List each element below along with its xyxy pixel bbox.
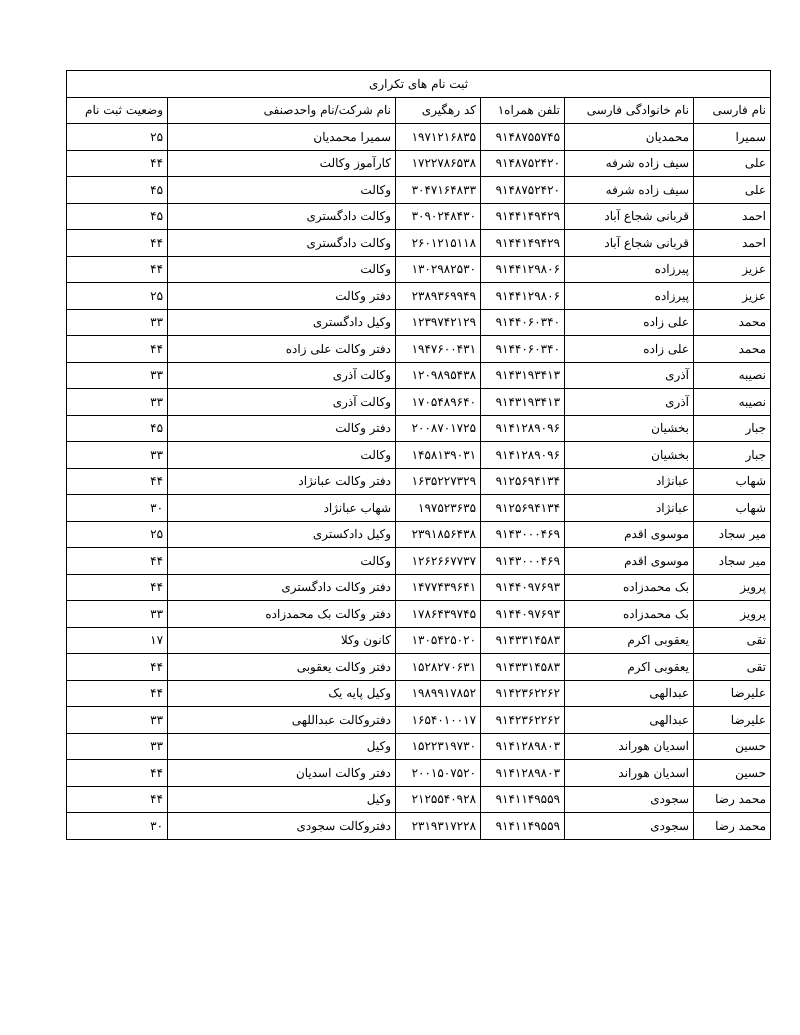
cell-last-name: علی زاده [565,309,694,336]
cell-first-name: محمد [694,336,771,363]
cell-mobile: ۹۱۴۱۲۸۹۸۰۳ [481,760,565,787]
table-row [67,415,771,442]
cell-tracking-code: ۲۰۰۸۷۰۱۷۲۵ [396,415,481,442]
cell-company: کانون وکلا [168,627,396,654]
cell-mobile: ۹۱۴۱۱۴۹۵۵۹ [481,813,565,840]
header-company: نام شرکت/نام واحدصنفی [168,97,396,124]
header-status: وضعیت ثبت نام [67,97,168,124]
cell-tracking-code: ۱۶۳۵۲۲۷۳۲۹ [396,468,481,495]
cell-last-name: محمدیان [565,124,694,151]
cell-tracking-code: ۱۶۵۴۰۱۰۰۱۷ [396,707,481,734]
cell-tracking-code: ۱۷۰۵۴۸۹۶۴۰ [396,389,481,416]
cell-tracking-code: ۱۴۵۸۱۳۹۰۳۱ [396,442,481,469]
cell-status: ۴۴ [67,760,168,787]
cell-tracking-code: ۳۰۹۰۲۴۸۴۳۰ [396,203,481,230]
cell-mobile: ۹۱۴۴۰۶۰۳۴۰ [481,336,565,363]
cell-first-name: تقی [694,627,771,654]
cell-status: ۴۴ [67,654,168,681]
table-row [67,150,771,177]
cell-company: دفتر وکالت عبانژاد [168,468,396,495]
cell-first-name: جبار [694,415,771,442]
cell-tracking-code: ۱۲۶۲۶۶۷۷۳۷ [396,548,481,575]
cell-status: ۴۵ [67,177,168,204]
cell-last-name: بک محمدزاده [565,601,694,628]
duplicate-registrations-table [66,70,771,840]
cell-mobile: ۹۱۴۳۱۹۳۴۱۳ [481,389,565,416]
table-row [67,442,771,469]
cell-last-name: عبدالهی [565,707,694,734]
table-row [67,760,771,787]
cell-status: ۳۳ [67,733,168,760]
cell-status: ۴۵ [67,203,168,230]
cell-last-name: یعقوبی اکرم [565,627,694,654]
cell-tracking-code: ۱۷۲۲۷۸۶۵۳۸ [396,150,481,177]
cell-first-name: نصیبه [694,362,771,389]
cell-mobile: ۹۱۴۳۳۱۴۵۸۳ [481,654,565,681]
cell-mobile: ۹۱۲۵۶۹۴۱۳۴ [481,468,565,495]
cell-first-name: نصیبه [694,389,771,416]
cell-last-name: سیف زاده شرفه [565,150,694,177]
cell-mobile: ۹۱۴۴۱۲۹۸۰۶ [481,283,565,310]
table-row [67,574,771,601]
cell-mobile: ۹۱۴۳۳۱۴۵۸۳ [481,627,565,654]
cell-tracking-code: ۱۳۰۲۹۸۲۵۳۰ [396,256,481,283]
table-row [67,256,771,283]
table-row [67,309,771,336]
cell-last-name: سیف زاده شرفه [565,177,694,204]
cell-mobile: ۹۱۴۴۱۲۹۸۰۶ [481,256,565,283]
cell-company: وکیل دادکستری [168,521,396,548]
table-row [67,124,771,151]
cell-first-name: شهاب [694,468,771,495]
cell-status: ۴۴ [67,548,168,575]
cell-first-name: احمد [694,230,771,257]
cell-status: ۳۳ [67,389,168,416]
table-row [67,733,771,760]
cell-last-name: یعقوبی اکرم [565,654,694,681]
table-row [67,336,771,363]
cell-last-name: آذری [565,389,694,416]
table-header-row [67,97,771,124]
cell-last-name: قربانی شجاع آباد [565,230,694,257]
cell-tracking-code: ۳۰۴۷۱۶۴۸۳۳ [396,177,481,204]
cell-status: ۴۴ [67,680,168,707]
cell-status: ۲۵ [67,283,168,310]
table-row [67,468,771,495]
cell-company: وکیل [168,733,396,760]
cell-mobile: ۹۱۴۳۱۹۳۴۱۳ [481,362,565,389]
cell-first-name: علیرضا [694,707,771,734]
cell-last-name: بخشیان [565,442,694,469]
table-title: ثبت نام های تکراری [67,71,771,98]
cell-company: وکالت دادگستری [168,203,396,230]
cell-first-name: علی [694,177,771,204]
cell-company: سمیرا محمدیان [168,124,396,151]
cell-status: ۴۴ [67,786,168,813]
table-row [67,495,771,522]
cell-company: وکالت [168,256,396,283]
cell-mobile: ۹۱۴۸۷۵۲۴۲۰ [481,177,565,204]
cell-last-name: موسوی اقدم [565,521,694,548]
cell-company: وکیل پایه یک [168,680,396,707]
cell-first-name: میر سجاد [694,548,771,575]
cell-status: ۴۴ [67,150,168,177]
cell-company: کارآموز وکالت [168,150,396,177]
header-mobile: تلفن همراه۱ [481,97,565,124]
cell-first-name: عزیز [694,283,771,310]
table-row [67,601,771,628]
cell-mobile: ۹۱۴۱۲۸۹۰۹۶ [481,442,565,469]
cell-tracking-code: ۲۰۰۱۵۰۷۵۲۰ [396,760,481,787]
cell-last-name: عبدالهی [565,680,694,707]
cell-tracking-code: ۲۳۸۹۳۶۹۹۴۹ [396,283,481,310]
table-row [67,707,771,734]
cell-status: ۳۳ [67,442,168,469]
cell-first-name: علی [694,150,771,177]
cell-tracking-code: ۲۱۲۵۵۴۰۹۲۸ [396,786,481,813]
table-row [67,521,771,548]
cell-status: ۳۳ [67,309,168,336]
cell-company: وکالت [168,548,396,575]
table-row [67,548,771,575]
cell-company: وکالت [168,442,396,469]
table-row [67,654,771,681]
cell-status: ۳۰ [67,813,168,840]
cell-tracking-code: ۱۴۷۷۴۳۹۶۴۱ [396,574,481,601]
cell-company: وکیل دادگستری [168,309,396,336]
cell-mobile: ۹۱۴۴۰۹۷۶۹۳ [481,574,565,601]
cell-last-name: عبانژاد [565,468,694,495]
cell-status: ۳۰ [67,495,168,522]
cell-first-name: شهاب [694,495,771,522]
cell-company: دفتر وکالت بک محمدزاده [168,601,396,628]
cell-company: وکیل [168,786,396,813]
cell-last-name: قربانی شجاع آباد [565,203,694,230]
cell-last-name: بخشیان [565,415,694,442]
cell-mobile: ۹۱۴۴۱۴۹۴۲۹ [481,203,565,230]
cell-first-name: حسین [694,760,771,787]
cell-last-name: پیرزاده [565,283,694,310]
cell-status: ۴۴ [67,256,168,283]
cell-last-name: اسدیان هوراند [565,733,694,760]
cell-status: ۳۳ [67,362,168,389]
cell-tracking-code: ۱۹۷۱۲۱۶۸۳۵ [396,124,481,151]
cell-company: دفتروکالت عبداللهی [168,707,396,734]
cell-status: ۴۵ [67,415,168,442]
cell-company: دفتر وکالت اسدیان [168,760,396,787]
cell-last-name: سجودی [565,786,694,813]
table-row [67,203,771,230]
cell-mobile: ۹۱۴۲۳۶۲۲۶۲ [481,707,565,734]
cell-company: دفتر وکالت [168,415,396,442]
cell-last-name: عبانژاد [565,495,694,522]
table-row [67,627,771,654]
cell-last-name: سجودی [565,813,694,840]
table-row [67,283,771,310]
cell-first-name: محمد رضا [694,813,771,840]
cell-last-name: علی زاده [565,336,694,363]
cell-mobile: ۹۱۴۱۲۸۹۸۰۳ [481,733,565,760]
cell-tracking-code: ۱۵۲۸۲۷۰۶۳۱ [396,654,481,681]
cell-mobile: ۹۱۴۴۰۶۰۳۴۰ [481,309,565,336]
cell-first-name: محمد [694,309,771,336]
cell-first-name: محمد رضا [694,786,771,813]
cell-company: وکالت آذری [168,362,396,389]
cell-first-name: عزیز [694,256,771,283]
cell-status: ۴۴ [67,574,168,601]
cell-mobile: ۹۱۴۳۰۰۰۴۶۹ [481,548,565,575]
cell-mobile: ۹۱۲۵۶۹۴۱۳۴ [481,495,565,522]
table-title-row [67,71,771,98]
table-row [67,389,771,416]
table-row [67,786,771,813]
cell-tracking-code: ۱۹۷۵۲۳۶۳۵ [396,495,481,522]
cell-tracking-code: ۲۳۹۱۸۵۶۴۳۸ [396,521,481,548]
cell-first-name: احمد [694,203,771,230]
cell-first-name: میر سجاد [694,521,771,548]
table-row [67,362,771,389]
cell-status: ۲۵ [67,124,168,151]
cell-mobile: ۹۱۴۸۷۵۵۷۴۵ [481,124,565,151]
cell-mobile: ۹۱۴۱۲۸۹۰۹۶ [481,415,565,442]
cell-tracking-code: ۲۶۰۱۲۱۵۱۱۸ [396,230,481,257]
cell-mobile: ۹۱۴۲۳۶۲۲۶۲ [481,680,565,707]
cell-company: وکالت دادگستری [168,230,396,257]
cell-company: دفتر وکالت یعقوبی [168,654,396,681]
cell-company: وکالت [168,177,396,204]
cell-tracking-code: ۱۳۰۵۴۲۵۰۲۰ [396,627,481,654]
cell-tracking-code: ۱۹۸۹۹۱۷۸۵۲ [396,680,481,707]
cell-first-name: سمیرا [694,124,771,151]
cell-mobile: ۹۱۴۴۱۴۹۴۲۹ [481,230,565,257]
cell-mobile: ۹۱۴۳۰۰۰۴۶۹ [481,521,565,548]
cell-status: ۳۳ [67,601,168,628]
header-tracking-code: کد رهگیری [396,97,481,124]
table-row [67,680,771,707]
cell-first-name: پرویز [694,601,771,628]
table-row [67,177,771,204]
cell-last-name: آذری [565,362,694,389]
cell-status: ۳۳ [67,707,168,734]
cell-first-name: جبار [694,442,771,469]
cell-company: دفتر وکالت علی زاده [168,336,396,363]
cell-last-name: اسدیان هوراند [565,760,694,787]
cell-mobile: ۹۱۴۱۱۴۹۵۵۹ [481,786,565,813]
table-row [67,813,771,840]
cell-tracking-code: ۱۵۲۲۳۱۹۷۳۰ [396,733,481,760]
cell-company: دفتروکالت سجودی [168,813,396,840]
header-first-name: نام فارسی [694,97,771,124]
cell-company: دفتر وکالت دادگستری [168,574,396,601]
cell-last-name: موسوی اقدم [565,548,694,575]
cell-tracking-code: ۱۲۰۹۸۹۵۴۳۸ [396,362,481,389]
cell-status: ۴۴ [67,230,168,257]
cell-first-name: تقی [694,654,771,681]
cell-company: شهاب عبانژاد [168,495,396,522]
cell-company: وکالت آذری [168,389,396,416]
cell-tracking-code: ۲۳۱۹۳۱۷۲۲۸ [396,813,481,840]
cell-mobile: ۹۱۴۸۷۵۲۴۲۰ [481,150,565,177]
cell-status: ۲۵ [67,521,168,548]
cell-company: دفتر وکالت [168,283,396,310]
cell-status: ۴۴ [67,336,168,363]
cell-last-name: پیرزاده [565,256,694,283]
cell-first-name: علیرضا [694,680,771,707]
cell-tracking-code: ۱۹۴۷۶۰۰۴۳۱ [396,336,481,363]
header-last-name: نام خانوادگی فارسی [565,97,694,124]
cell-first-name: حسین [694,733,771,760]
cell-status: ۴۴ [67,468,168,495]
cell-mobile: ۹۱۴۴۰۹۷۶۹۳ [481,601,565,628]
cell-first-name: پرویز [694,574,771,601]
cell-tracking-code: ۱۲۳۹۷۴۲۱۲۹ [396,309,481,336]
cell-last-name: بک محمدزاده [565,574,694,601]
cell-status: ۱۷ [67,627,168,654]
cell-tracking-code: ۱۷۸۶۴۳۹۷۴۵ [396,601,481,628]
table-row [67,230,771,257]
